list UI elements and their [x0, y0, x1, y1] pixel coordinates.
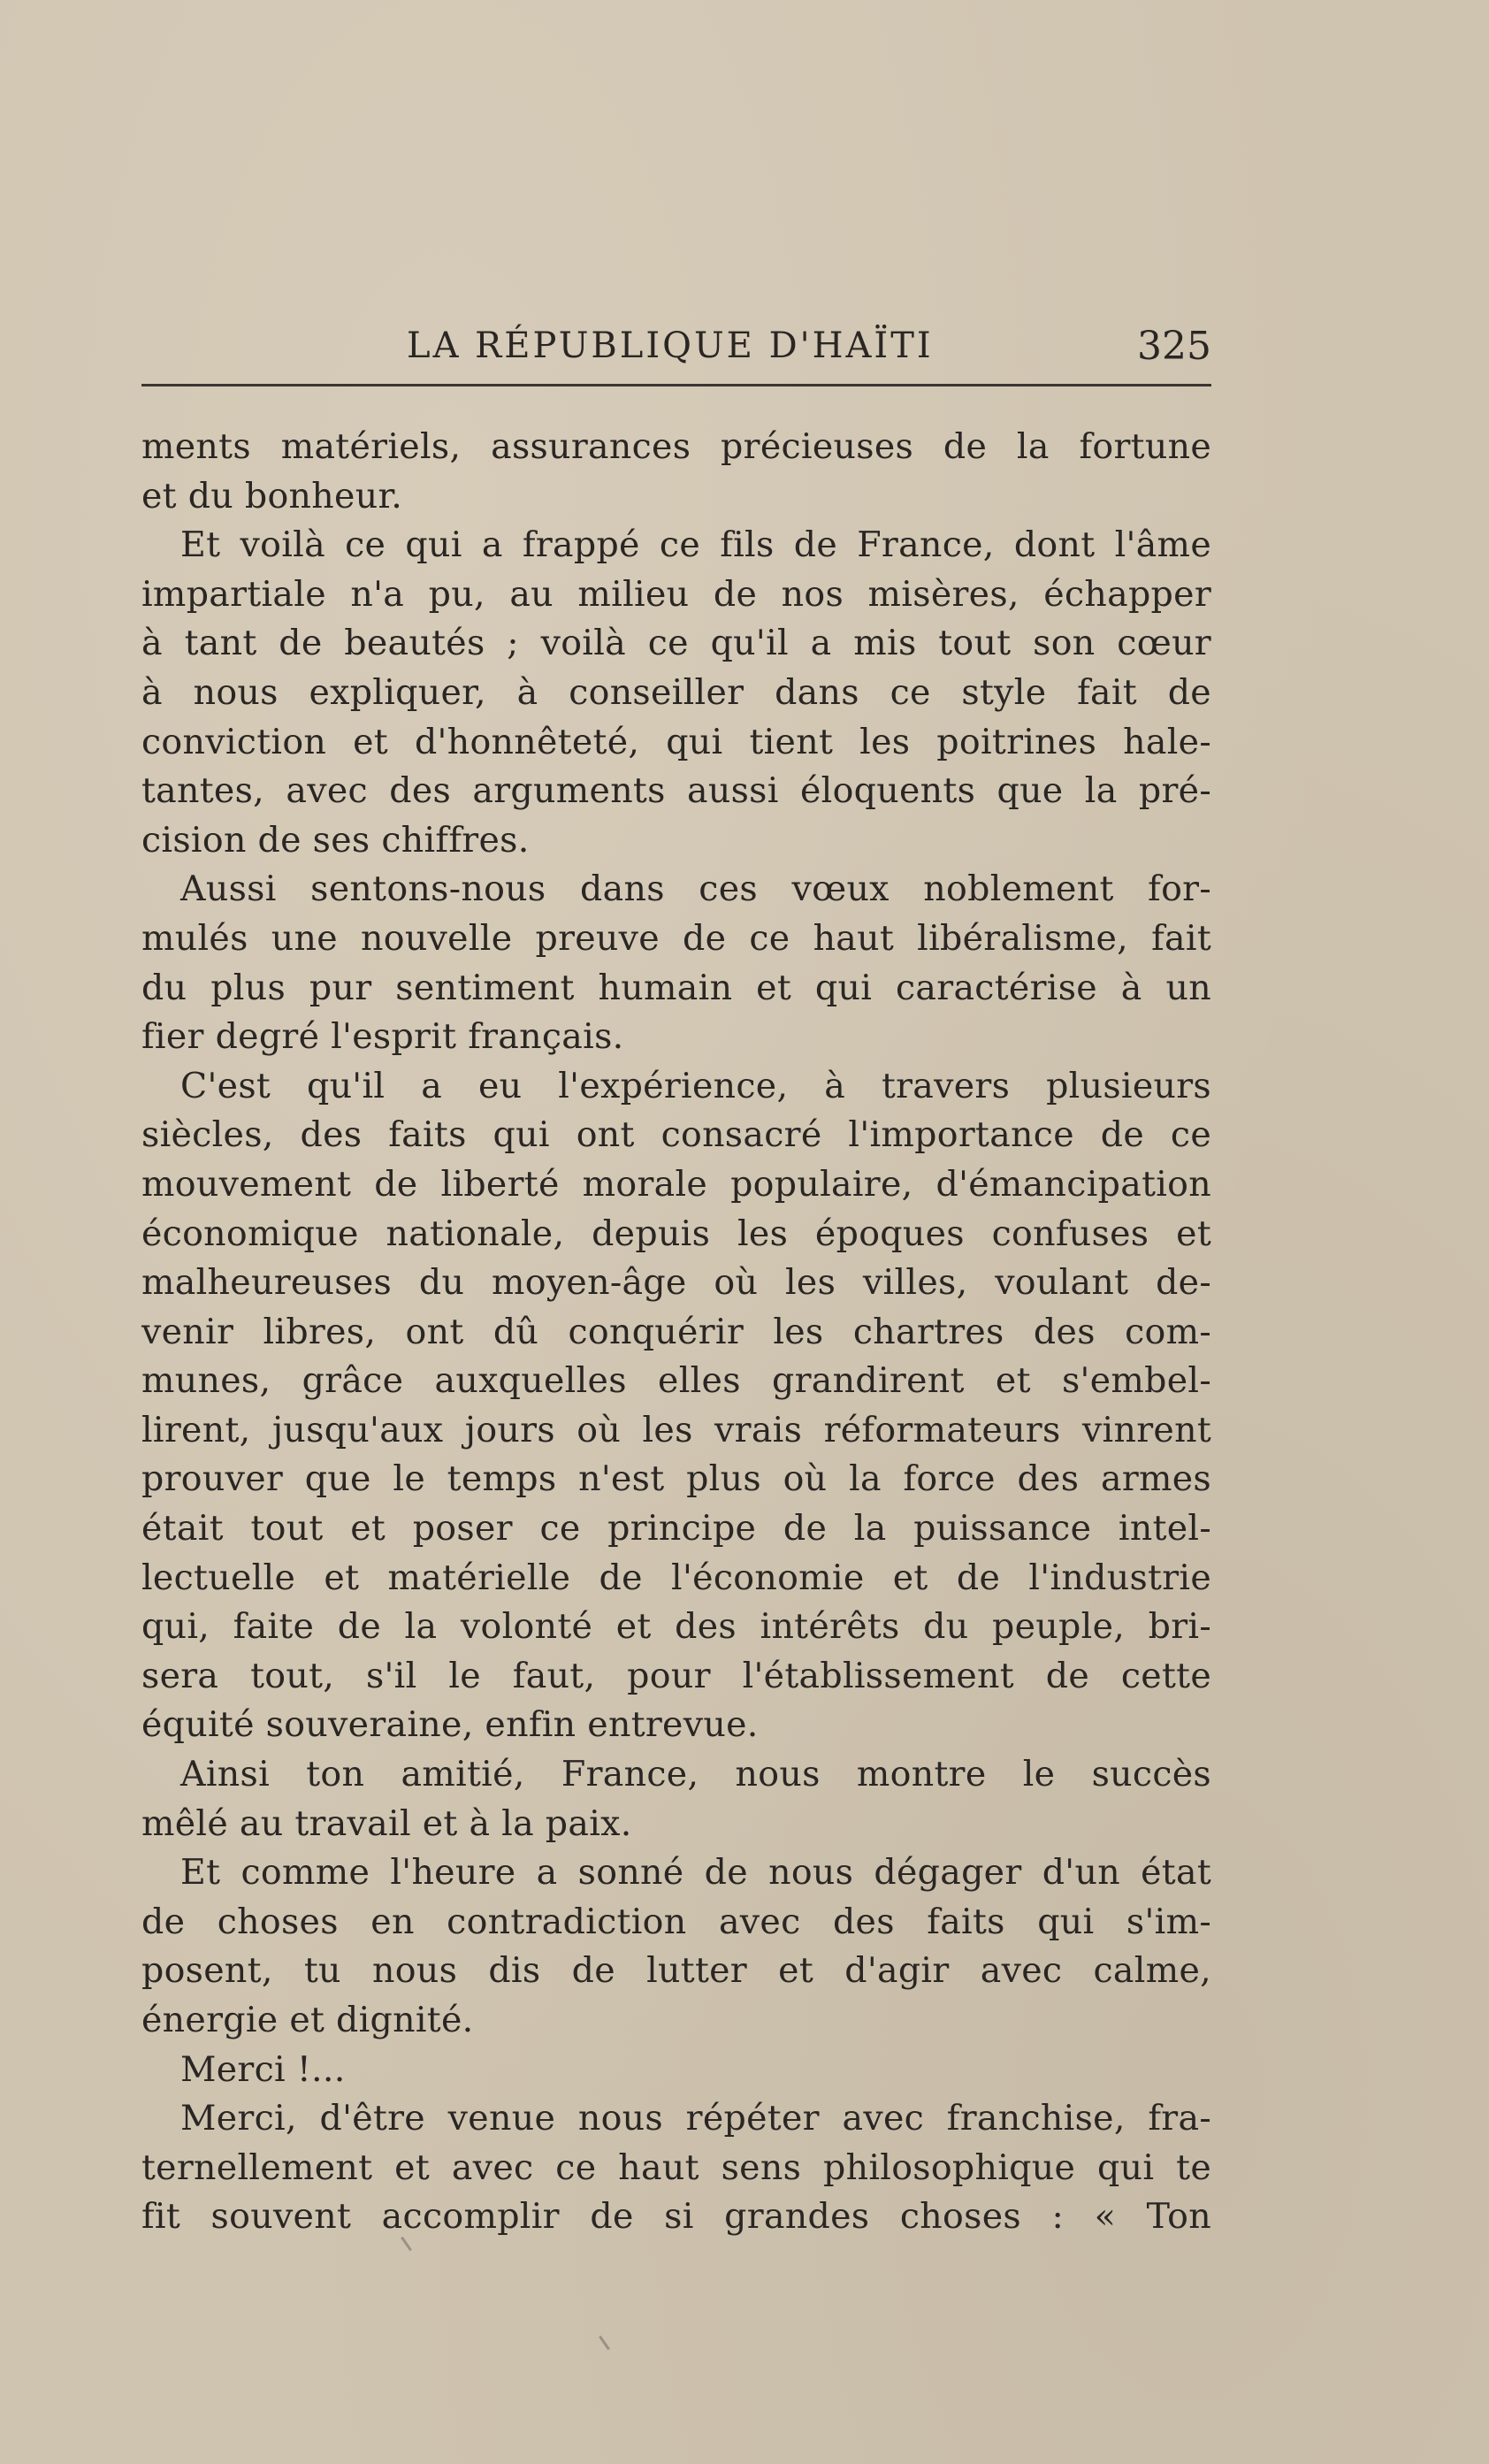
- text-line: prouver que le temps n'est plus où la force des armes: [141, 1458, 1211, 1500]
- text-line: ments matériels, assurances précieuses de la fortune: [141, 426, 1211, 467]
- text-line: du plus pur sentiment humain et qui caractérise à un: [141, 967, 1211, 1008]
- text-line: posent, tu nous dis de lutter et d'agir avec calme,: [141, 1950, 1211, 1992]
- text-line: mêlé au travail et à la paix.: [141, 1802, 632, 1844]
- text-line: économique nationale, depuis les époques confuses et: [141, 1213, 1211, 1254]
- text-line: équité souveraine, enfin entrevue.: [141, 1704, 759, 1746]
- text-line: venir libres, ont dû conquérir les chartres des com-: [141, 1311, 1211, 1352]
- text-line: tantes, avec des arguments aussi éloquents que la pré-: [141, 770, 1211, 812]
- text-line: conviction et d'honnêteté, qui tient les poitrines hale-: [141, 721, 1211, 762]
- text-line: Merci, d'être venue nous répéter avec franchise, fra-: [180, 2098, 1211, 2139]
- text-line: impartiale n'a pu, au milieu de nos misères, échapper: [141, 573, 1211, 615]
- text-line: malheureuses du moyen-âge où les villes, voulant de-: [141, 1262, 1211, 1304]
- page-number: 325: [1137, 324, 1211, 369]
- text-line: Merci !...: [180, 2048, 346, 2090]
- text-line: fit souvent accomplir de si grandes choses : « Ton: [141, 2196, 1211, 2238]
- text-line: était tout et poser ce principe de la puissance intel-: [141, 1508, 1211, 1550]
- text-line: qui, faite de la volonté et des intérêts du peuple, bri-: [141, 1606, 1211, 1648]
- text-line: de choses en contradiction avec des faits qui s'im-: [141, 1901, 1211, 1942]
- text-line: énergie et dignité.: [141, 2000, 474, 2040]
- text-line: Et voilà ce qui a frappé ce fils de France, dont l'âme: [180, 524, 1211, 566]
- text-line: sera tout, s'il le faut, pour l'établissement de cette: [141, 1655, 1211, 1696]
- text-line: Et comme l'heure a sonné de nous dégager d'un état: [180, 1852, 1211, 1894]
- text-line: mouvement de liberté morale populaire, d'émancipation: [141, 1163, 1211, 1205]
- text-line: lirent, jusqu'aux jours où les vrais réformateurs vinrent: [141, 1409, 1211, 1450]
- ink-speck: [599, 2336, 610, 2350]
- text-line: cision de ses chiffres.: [141, 819, 530, 861]
- text-line: fier degré l'esprit français.: [141, 1016, 624, 1058]
- text-line: C'est qu'il a eu l'expérience, à travers plusieurs: [180, 1065, 1211, 1106]
- text-line: lectuelle et matérielle de l'économie et de l'industrie: [141, 1557, 1211, 1598]
- text-line: à tant de beautés ; voilà ce qu'il a mis tout son cœur: [141, 623, 1211, 664]
- running-head: [141, 317, 1211, 386]
- text-line: siècles, des faits qui ont consacré l'importance de ce: [141, 1114, 1211, 1156]
- body-text: [141, 423, 1211, 2242]
- text-line: ternellement et avec ce haut sens philosophique qui te: [141, 2146, 1211, 2188]
- running-title: LA RÉPUBLIQUE D'HAÏTI: [407, 325, 934, 366]
- text-line: munes, grâce auxquelles elles grandirent et s'embel-: [141, 1360, 1211, 1402]
- text-line: Ainsi ton amitié, France, nous montre le succès: [180, 1754, 1211, 1795]
- text-line: Aussi sentons-nous dans ces vœux noblement for-: [180, 869, 1211, 910]
- text-line: à nous expliquer, à conseiller dans ce style fait de: [141, 671, 1211, 713]
- text-line: et du bonheur.: [141, 475, 403, 517]
- text-line: mulés une nouvelle preuve de ce haut libéralisme, fait: [141, 917, 1211, 959]
